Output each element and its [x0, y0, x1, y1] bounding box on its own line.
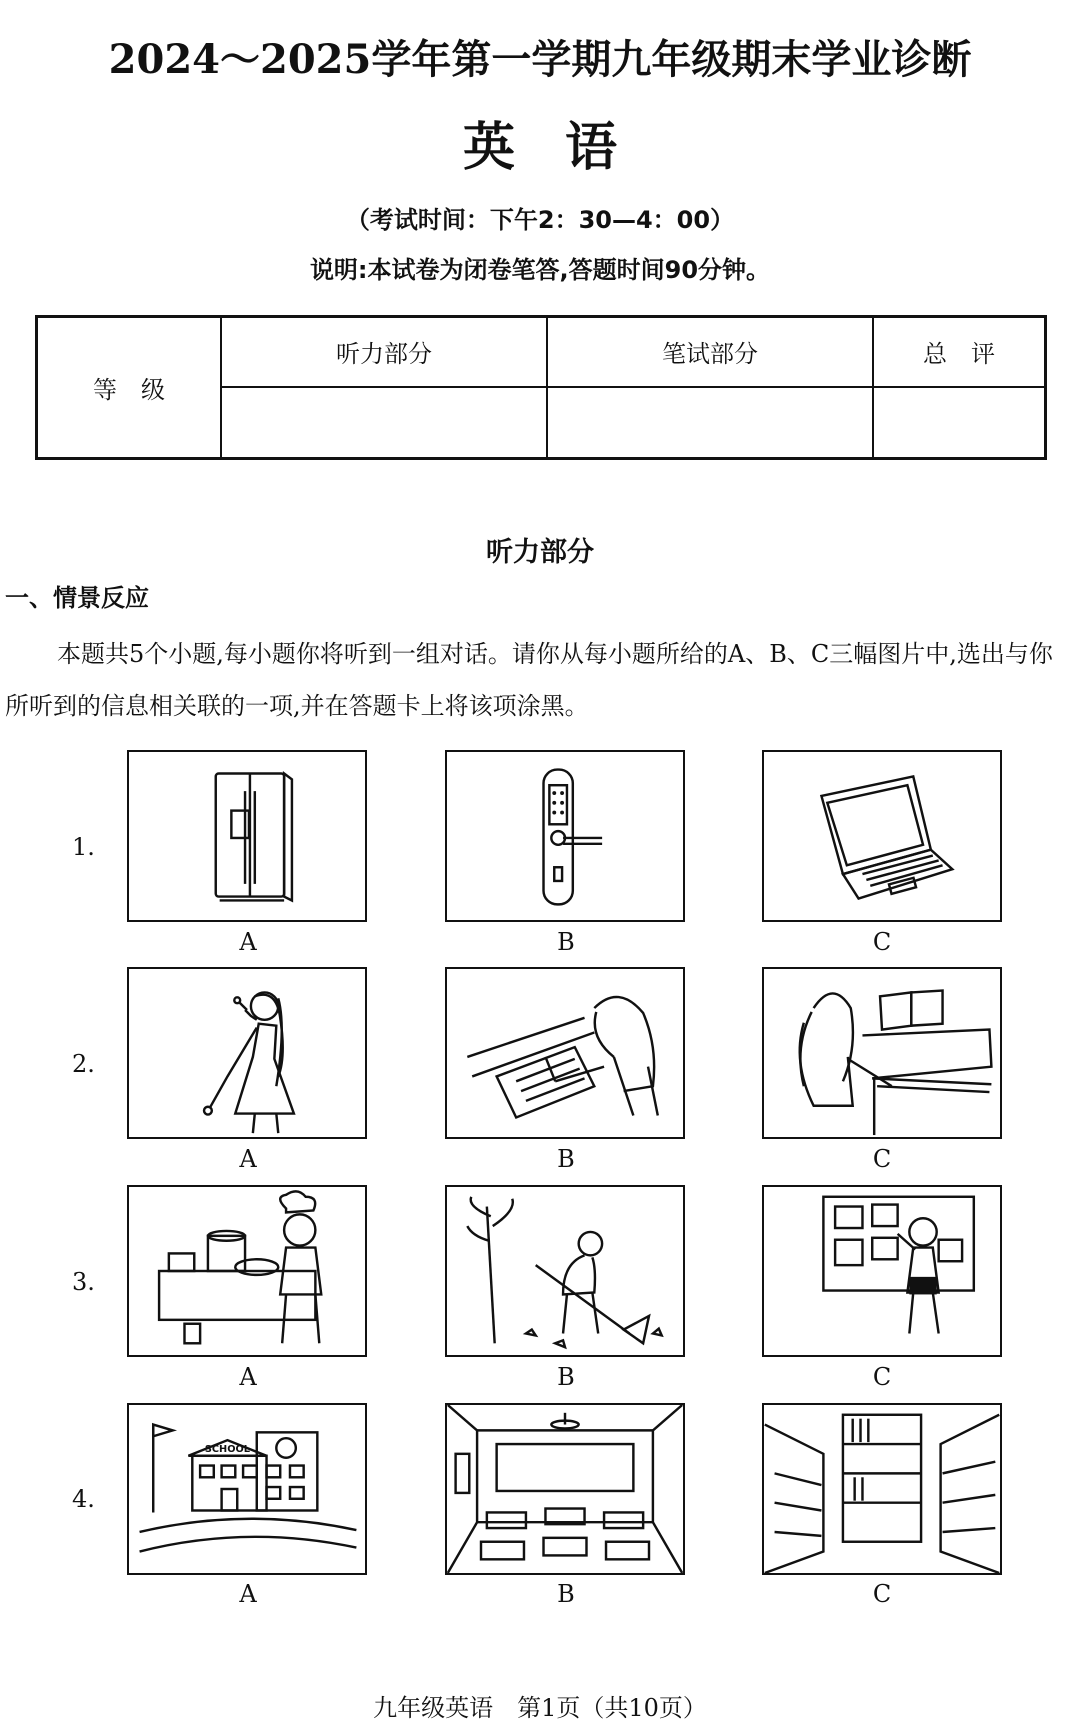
- exam-time: （考试时间：下午2：30—4：00）: [345, 206, 735, 234]
- smart-door-lock-icon[interactable]: [445, 750, 685, 922]
- question-number: 4.: [72, 1485, 95, 1513]
- part-heading: 一、情景反应: [5, 584, 149, 612]
- library-icon[interactable]: [762, 1403, 1002, 1575]
- grade-col-listening: 听力部分: [221, 317, 547, 387]
- question-number: 2.: [72, 1050, 95, 1078]
- page-footer: 九年级英语 第1页（共10页）: [373, 1694, 707, 1722]
- laptop-icon[interactable]: [762, 750, 1002, 922]
- option-label: C: [872, 1580, 892, 1608]
- subject-title: 英语: [462, 118, 667, 178]
- option-label: A: [239, 1363, 257, 1391]
- grade-cell-written[interactable]: [547, 387, 873, 459]
- girl-singing-icon[interactable]: [127, 967, 367, 1139]
- exam-note: 说明:本试卷为闭卷笔答,答题时间90分钟。: [309, 256, 771, 284]
- option-label: B: [557, 1580, 575, 1608]
- option-label: B: [557, 928, 575, 956]
- boy-at-board-icon[interactable]: [762, 1185, 1002, 1357]
- question-number: 3.: [72, 1268, 95, 1296]
- option-label: B: [557, 1363, 575, 1391]
- exam-title: 2024～2025学年第一学期九年级期末学业诊断: [108, 36, 972, 83]
- option-label: A: [239, 1580, 257, 1608]
- classroom-icon[interactable]: [445, 1403, 685, 1575]
- section-title: 听力部分: [486, 537, 594, 568]
- option-label: A: [239, 1145, 257, 1173]
- grade-col-total: 总 评: [873, 317, 1046, 387]
- option-label: B: [557, 1145, 575, 1173]
- school-building-icon[interactable]: [127, 1403, 367, 1575]
- option-label: C: [872, 1145, 892, 1173]
- grade-cell-total[interactable]: [873, 387, 1046, 459]
- girl-writing-icon[interactable]: [445, 967, 685, 1139]
- boy-cooking-icon[interactable]: [127, 1185, 367, 1357]
- grade-col-written: 笔试部分: [547, 317, 873, 387]
- option-label: A: [239, 928, 257, 956]
- grade-table: [35, 315, 1047, 460]
- school-sign: SCHOOL: [204, 1443, 251, 1455]
- refrigerator-icon[interactable]: [127, 750, 367, 922]
- option-label: C: [872, 1363, 892, 1391]
- question-number: 1.: [72, 833, 95, 861]
- girl-playing-piano-icon[interactable]: [762, 967, 1002, 1139]
- boy-raking-leaves-icon[interactable]: [445, 1185, 685, 1357]
- grade-label: 等 级: [37, 317, 222, 459]
- part-instruction: 本题共5个小题,每小题你将听到一组对话。请你从每小题所给的A、B、C三幅图片中,选出与你所听到的信息相关联的一项,并在答题卡上将该项涂黑。: [5, 640, 1053, 720]
- option-label: C: [872, 928, 892, 956]
- grade-cell-listening[interactable]: [221, 387, 547, 459]
